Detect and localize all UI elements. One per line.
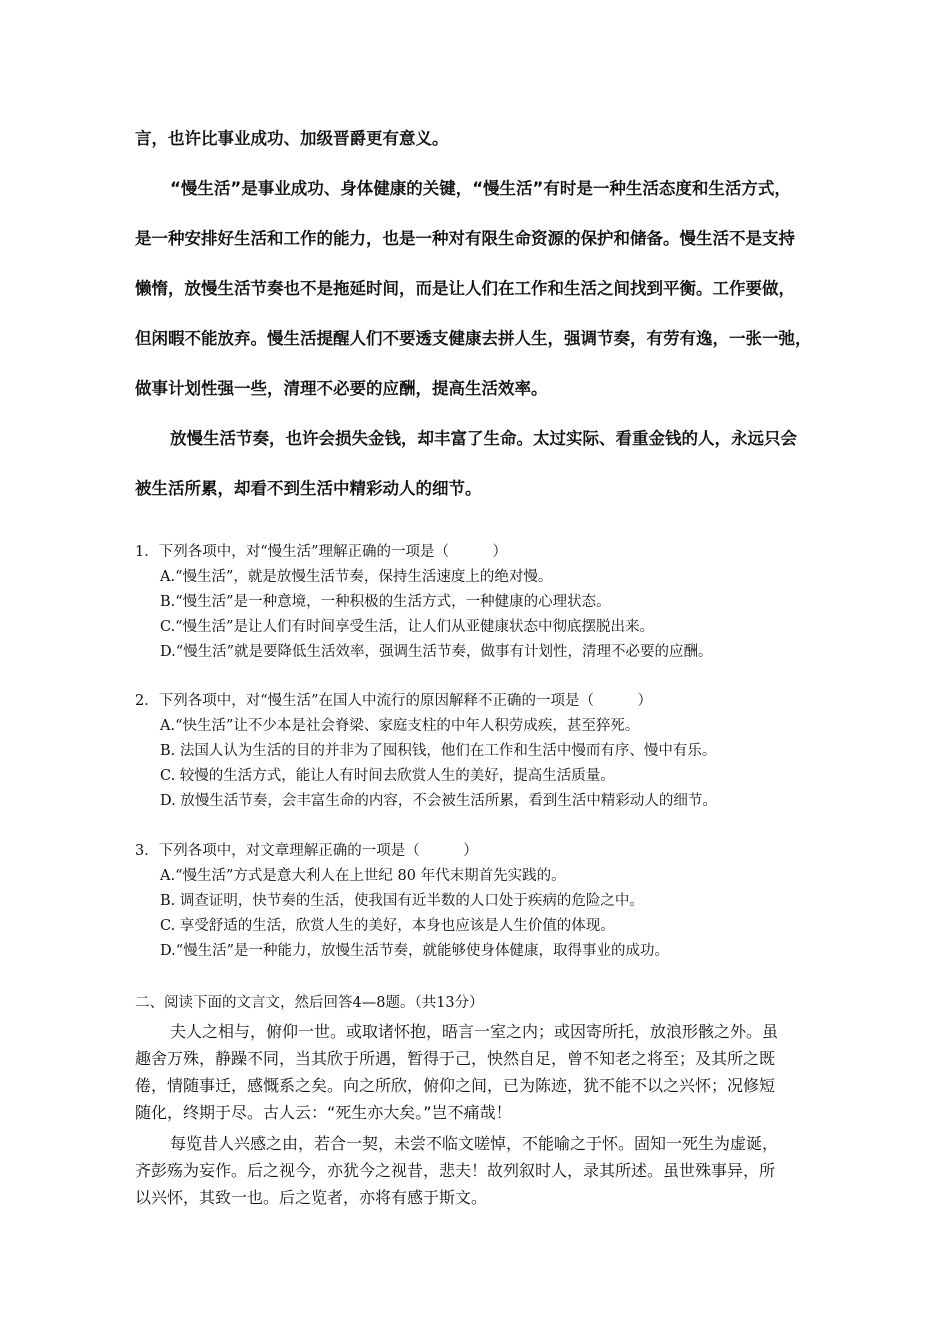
question-2-option-a: A.“快生活”让不少本是社会脊梁、家庭支柱的中年人积劳成疾，甚至猝死。 (160, 718, 640, 734)
classical-text-line: 随化，终期于尽。古人云：“死生亦大矣。”岂不痛哉！ (135, 1103, 512, 1122)
passage-line: 做事计划性强一些，清理不必要的应酬，提高生活效率。 (135, 379, 548, 398)
classical-text-line: 齐彭殇为妄作。后之视今，亦犹今之视昔，悲夫！故列叙时人，录其所述。虽世殊事异，所 (135, 1161, 776, 1180)
classical-text-line: 以兴怀，其致一也。后之览者，亦将有感于斯文。 (135, 1188, 488, 1207)
question-1-option-b: B.“慢生活”是一种意境，一种积极的生活方式，一种健康的心理状态。 (160, 594, 611, 610)
question-2-option-d: D. 放慢生活节奏，会丰富生命的内容，不会被生活所累，看到生活中精彩动人的细节。 (160, 793, 717, 809)
passage-line: 但闲暇不能放弃。慢生活提醒人们不要透支健康去拼人生，强调节奏，有劳有逸，一张一弛， (135, 329, 812, 348)
passage-line: 被生活所累，却看不到生活中精彩动人的细节。 (135, 479, 482, 498)
question-3-option-c: C. 享受舒适的生活，欣赏人生的美好，本身也应该是人生价值的体现。 (160, 918, 615, 934)
question-3-stem: 3．下列各项中，对文章理解正确的一项是（ ） (135, 843, 478, 859)
passage-line: 是一种安排好生活和工作的能力，也是一种对有限生命资源的保护和储备。慢生活不是支持 (135, 229, 795, 248)
passage-line: 言，也许比事业成功、加级晋爵更有意义。 (135, 129, 449, 148)
passage-line: 放慢生活节奏，也许会损失金钱，却丰富了生命。太过实际、看重金钱的人，永远只会 (170, 429, 797, 448)
question-3-option-d: D.“慢生活”是一种能力，放慢生活节奏，就能够使身体健康，取得事业的成功。 (160, 943, 670, 959)
classical-text-line: 趣舍万殊，静躁不同，当其欣于所遇，暂得于己，怏然自足，曾不知老之将至；及其所之既 (135, 1049, 776, 1068)
question-1-option-c: C.“慢生活”是让人们有时间享受生活，让人们从亚健康状态中彻底摆脱出来。 (160, 619, 655, 635)
classical-text-line: 每览昔人兴感之由，若合一契，未尝不临文嗟悼，不能喻之于怀。固知一死生为虚诞， (170, 1134, 779, 1153)
question-3-option-b: B. 调查证明，快节奏的生活，使我国有近半数的人口处于疾病的危险之中。 (160, 893, 644, 909)
passage-line: “慢生活”是事业成功、身体健康的关键，“慢生活”有时是一种生活态度和生活方式， (170, 179, 791, 198)
classical-text-line: 夫人之相与，俯仰一世。或取诸怀抱，晤言一室之内；或因寄所托，放浪形骸之外。虽 (170, 1022, 779, 1041)
question-1-option-a: A.“慢生活”，就是放慢生活节奏，保持生活速度上的绝对慢。 (160, 569, 553, 585)
passage-line: 懒惰，放慢生活节奏也不是拖延时间，而是让人们在工作和生活之间找到平衡。工作要做， (135, 279, 795, 298)
question-3-option-a: A.“慢生活”方式是意大利人在上世纪 80 年代末期首先实践的。 (160, 868, 566, 884)
question-2-option-c: C. 较慢的生活方式，能让人有时间去欣赏人生的美好，提高生活质量。 (160, 768, 615, 784)
question-2-stem: 2．下列各项中，对“慢生活”在国人中流行的原因解释不正确的一项是（ ） (135, 693, 653, 709)
classical-text-line: 倦，情随事迁，感慨系之矣。向之所欣，俯仰之间，已为陈迹，犹不能不以之兴怀；况修短 (135, 1076, 776, 1095)
question-1-option-d: D.“慢生活”就是要降低生活效率，强调生活节奏，做事有计划性，清理不必要的应酬。 (160, 644, 713, 660)
section-2-heading: 二、阅读下面的文言文，然后回答4—8题。（共13分） (135, 995, 484, 1011)
question-2-option-b: B. 法国人认为生活的目的并非为了囤积钱，他们在工作和生活中慢而有序、慢中有乐。 (160, 743, 717, 759)
question-1-stem: 1．下列各项中，对“慢生活”理解正确的一项是（ ） (135, 544, 508, 560)
